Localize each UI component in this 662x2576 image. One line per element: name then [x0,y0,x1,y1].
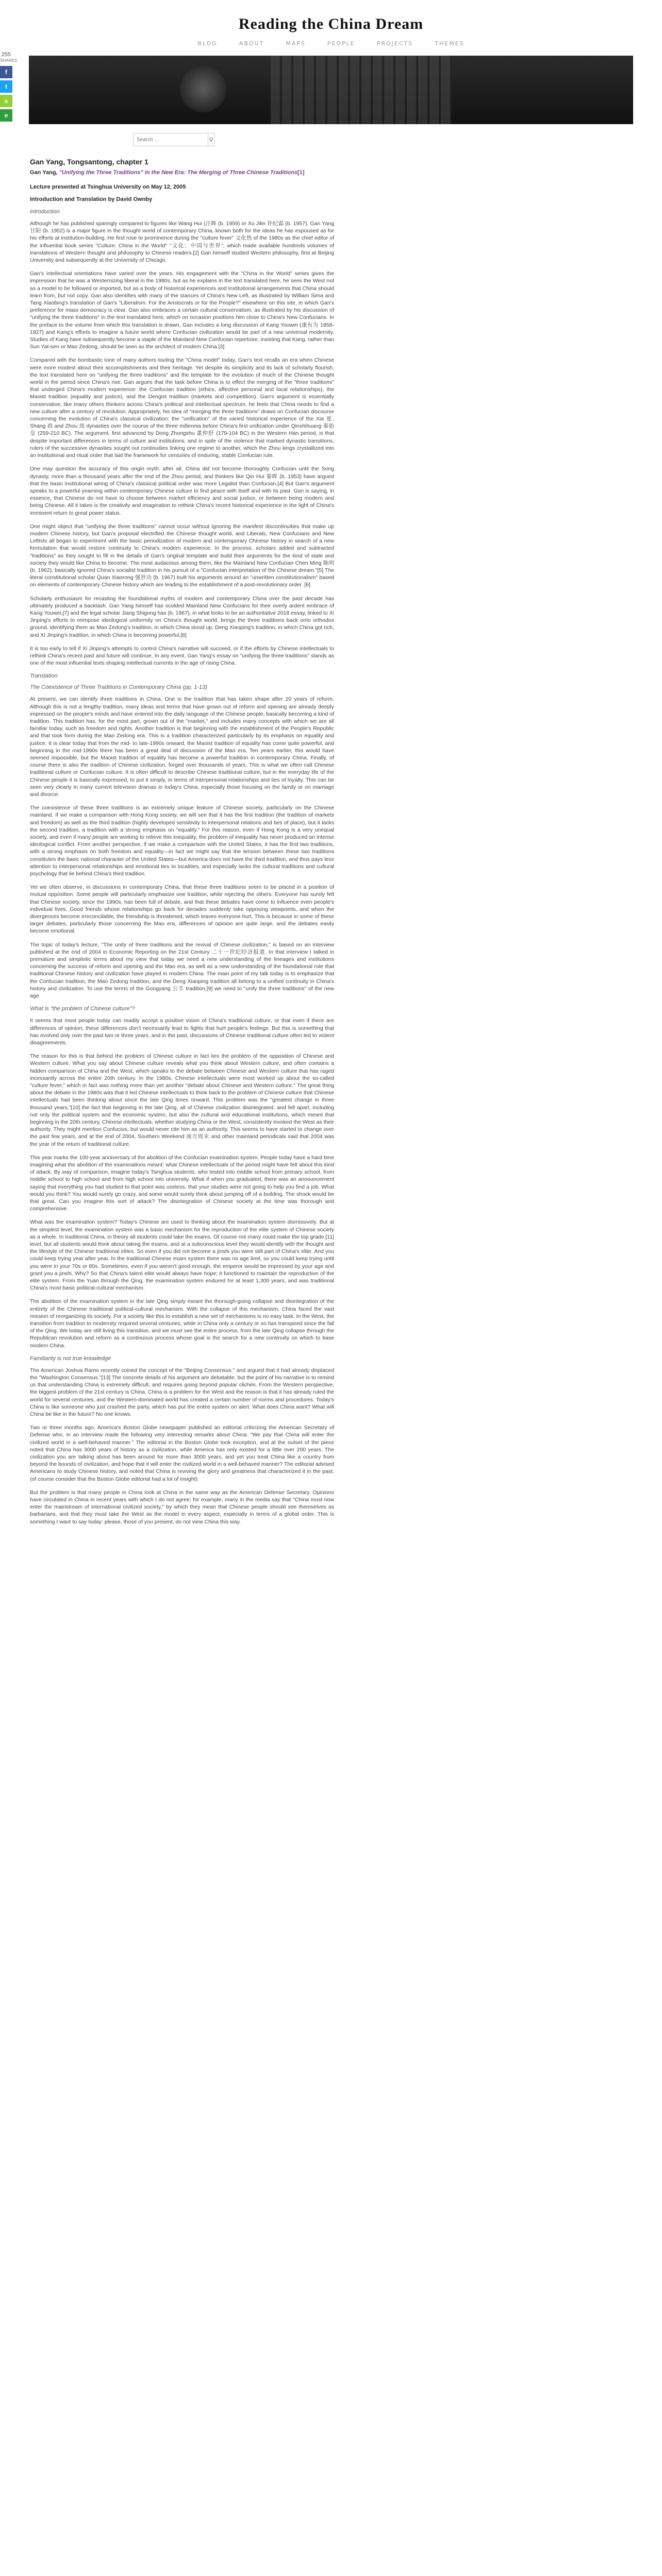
share-icon: s [4,97,8,105]
intro-paragraph: Compared with the bombastic tone of many authors touting the "China model" today, Gan's text recalls an era when Chinese were more modest about their accomplishments and their heritage. Yet despite its simplicity and its lack of scholarly flourish, the text translated here on "unifying the three traditions" and the template for the evolution of much of the Chinese thought world in the period since China's rise. Gan argues that the task before China is to effect the merging of the "three traditions" that undergird China's modern experience: the Confucian tradition (ethics, affective personal and local relationships), the Maoist tradition (equality and justice), and the Dengist tradition (markets and competition). Gan's argument is essentially conservative, like many others thinkers across China's political and intellectual spectrum, he feels that China needs to find a new culture after a century of revolution. Appropriately, his idea of "merging the three traditions" draws on Confucian discourse concerning the evolution of China's classical civilization: the "unification" of the varied historical experience of the Xia 夏, Shang 商 and Zhou 周 dynasties over the course of the three millennia before China's first unification under Qinshihuang 秦始皇 (259-210 BC). The argument, first advanced by Dong Zhongshu 董仲舒 (179-104 BC) in the Western Han period, is that despite important differences in terms of culture and institutions, and in spite of the violence that marked dynastic transitions, rulers of the successive dynasties sought out continuities linking one regime to another, which the Zhou kings crystallized into an institutional and ritual order that laid the framework for centuries of enduring, stable Confucian rule. [30,357,334,459]
sharethis-button[interactable] [0,95,12,107]
article [30,158,334,1532]
translation-paragraph: The abolition of the examination system in the late Qing simply meant the thorough-going collapse and disintegration of the entirety of the Chinese traditional political-cultural mechanism. With the collapse of this mechanism, China faced the vast mission of reorganizing its society. For a society like this to establish a new set of mechanisms is no easy task. In the West, the transition from tradition to modernity required several centuries, while in China only a century or so has transpired since the fall of the Qing. We today are still living this transition, and we must see the entire process, from the late Qing collapse through the Republican revolution and reform as a continuous process whose goal is the search for a new continuity on which to base modern China. [30,1298,334,1349]
nav-projects[interactable]: PROJECTS [376,40,413,47]
translation-paragraph: Two or three months ago, America's Boston Globe newspaper published an editorial criticizing the American Secretary of Defense who, in an interview made the following very interesting remarks about China: "We pay that China will enter the civilized world in a well-behaved manner." The editorial in the Boston Globe took exception, and at the outset of the piece noted that China has 3000 years of history as a civilization, while America has only existed for a little over 200 years. The civilization you are talking about has been around for more than 3000 years, and yet you treat China like a country from beyond the bounds of civilization, and hope that it will enter the civilized world in a well-behaved manner? The editorial advised Americans to study Chinese history, and noted that China is reviving the glory and greatness that characterized it in the past. (of course consider that the Boston Globe editorial had a lot of insight) [30,1425,334,1482]
share-rail [0,52,17,122]
post-subtitle [30,169,334,177]
intro-heading: Introduction and Translation by David Ownby [30,196,153,202]
post-title: Gan Yang, Tongsantong, chapter 1 [30,158,148,166]
nav-themes[interactable]: THEMES [435,40,465,47]
subtitle-title: "Unifying the Three Traditions" in the New Era: The Merging of Three Chinese Traditions [59,170,297,176]
lecture-info: Lecture presented at Tsinghua University on May 12, 2005 [30,184,186,190]
site-title[interactable]: Reading the China Dream [238,15,424,32]
translation-paragraph: The coexistence of these three traditions is an extremely unique feature of Chinese society, particularly on the Chinese mainland. If we make a comparison with Hong Kong society, we will see that it has the first tradition (the tradition of markets and freedom) as well as the third tradition (highly developed sensitivity to interpersonal relations and ties of place), but it lacks the second tradition, a tradition with a strong emphasis on "equality." For this reason, even if Hong Kong is a very unequal society, and even if many people are working to relieve this inequality, the problem of inequality has never produced an intense ideological conflict. From another perspective, if we make a comparison with the United States, it has the first two traditions, with a strong emphasis on both freedom and equality—in fact we might say that the tension between these two traditions constitutes the basic national character of the United States—but America does not have the third tradition, and thus pays less attention to interpersonal relationships and emotional ties to localities, and especially lacks the cultural traditions and cultural psychology that lie behind China's third tradition. [30,805,334,877]
subtitle-author: Gan Yang, [30,170,59,176]
facebook-share-button[interactable] [0,66,12,78]
intro-paragraph: One might object that "unifying the three traditions" cannot occur without ignoring the manifest discontinuities that make up modern Chinese history, but Gan's proposal electrified the Chinese thought world, and Liberals, New Confucians and New Leftists all began to experiment with the basic periodization of modern and contemporary Chinese history in search of a new formulation that would restore continuity to China's modern experience. In the process, scholars added and subtracted "traditions" as they sought to fill in the details of Gan's original template and build their arguments for the kind of state and society they would like China to become. The most audacious among them, like the Mainland New Confucian Chen Ming 陈明 (b. 1962), basically ignored China's socialist tradition in his pursuit of a "Confucian interpretation of the Chinese dream."[5] The literal constitutional scholar Quan Xiaorong 强世功 (b. 1967) built his arguments around an "unwritten constitutionalism" based on elements of contemporary Chinese history which are leading to the establishment of a post-revolutionary order. [6] [30,523,334,588]
footnote-link[interactable]: [1] [297,170,305,176]
intro-paragraph: It is too early to tell if Xi Jinping's attempts to control China's narrative will succeed, or if the efforts by Chinese intellectuals to rethink China's recent past and future will continue. In any event, Gan Yang's essay on "unifying the three traditions" stands as one of the most influential texts shaping intellectual currents in the age of rising China. [30,645,334,667]
intro-label: Introduction [30,209,60,215]
translation-paragraph: It seems that most people today can readily accept a positive vision of China's traditional culture, or that even if there are differences of opinion, these differences don't necessarily lead to fights that hurt people's feelings. But this is something that has evolved only over the past two or three years, and in the past, discussions of Chinese traditional culture often led to violent disagreements. [30,1018,334,1046]
share-count-value: 255 [1,52,11,58]
twitter-icon: t [5,83,7,90]
section-subheading: Familiarity is not true knowledge [30,1355,111,1362]
translation-paragraph: What was the examination system? Today's Chinese are used to thinking about the examination system dismissively. But at the simplest level, the examination system was a basic mechanism for the reproduction of the elite system of Chinese society as a whole. In traditional China, in theory all students could take the exams. Of course not many could make the top grade.[11] level, but all students would think about taking the exams, and at a subconscious level they would identify with the thought and the lifestyle of the Chinese traditional elites. So even if you did not become a jinshi you were still part of China's elite. And you could keep trying year after year. In the traditional Chinese exam system there was no age limit, so you could keep trying until you were in your 70s or 80s. Sometimes, even if you weren't good enough, the emperor would be impressed by your age and grant you a jinshi. Why? So that China's talent elite would always have hope; it functioned to maintain the reproduction of the elite system. From the Yuan through the Qing, the examination system endured for at least 1,300 years, and was traditional China's most basic political-cultural mechanism. [30,1219,334,1292]
facebook-icon: f [5,69,7,76]
intro-paragraph: Gan's intellectual orientations have varied over the years. His engagement with the "China in the World" series gives the impression that he was a Westernizing liberal in the 1980s, but as he explains in the text translated here, he sees the West not as a model to be followed or imported, but as a body of historical experiences and institutional arrangements that China should learn from, but not copy. Gan also identifies with many of the stances of China's New Left, as illustrated by William Sima and Tang Xiaobing's translation of Gan's "Liberalism: For the Aristocrats or for the People?" elsewhere on this site, in which Gan's preference for mass democracy is clear. Gan also embraces a certain cultural conservatism, as illustrated by his discussion of "unifying the three traditions" in the text translated here, which on occasion positions him close to China's New Confucians. In the preface to the volume from which this translation is drawn, Gan includes a long discussion of Kang Youwei (康有为 1858-1927) and Kang's efforts to imagine a future world where Confucian civilization would be part of a new universal modernity. Studies of Kang have subsequently become a staple of the Mainland New Confucian repertoire, insisting that Kang, rather than Sun Yat-sen or Mao Zedong, should be seen as the architect of modern China.[3] [30,270,334,350]
nav-blog[interactable]: BLOG [197,40,218,47]
translation-paragraph: But the problem is that many people in China look at China in the same way as the American Defense Secretary. Opinions have circulated in China in recent years with which I do not agree; for example, many in the media say that "China must now enter the mainstream of international civilized society," by which they mean that Chinese people should see themselves as barbarians, and that they must take the West as the model in every aspect, especially in terms of a global order. This is something I want to say today: please, those of you present, do not view China this way. [30,1489,334,1525]
nav-people[interactable]: PEOPLE [327,40,355,47]
intro-paragraph: One may question the accuracy of this origin myth: after all, China did not become thoroughly Confucian until the Song dynasty, more than a thousand years after the end of the Zhou period, and thinkers like Qin Hui 秦晖 (b. 1953) have argued that the basic institutional wiring of China's classical political order was more Legalist than Confucian.[4] But Gan's argument speaks to a powerful yearning within contemporary Chinese culture to find peace with itself and with its past. Gan is saying, in essence, that Chinese do not have to choose between market efficiency and social justice, or between being modern and being Chinese. All it takes is the creativity and imagination to rethink China's recent historical experience in the light of China's imminent return to great power status. [30,466,334,516]
search-input[interactable] [134,133,208,146]
section-subheading: What is "the problem of Chinese culture"? [30,1006,135,1012]
share-count-label: SHARES [0,58,17,63]
translation-paragraph: At present, we can identify three traditions in China. One is the tradition that has taken shape after 20 years of reform. Although this is not a lengthy tradition, many ideas and terms that have grown out of reform and opening are already deeply impressed on the people's minds and have entered into the daily language of the Chinese people, basically becoming a kind of tradition. This tradition has, for the most part, grown out of the "market," and includes many concepts with which we are all familiar today, such as freedom and rights. Another tradition is that beginning with the establishment of the People's Republic and that took form during the Mao Zedong era. This is a tradition characterized particularly by its emphasis on equality and justice. It is clear today that from the mid- to late-1990s onward, the Maoist tradition of equality has come quite powerful, and beginning in the mid-1990s there has been a great deal of discussion of the Mao era. Ten years earlier, this would have seemed impossible, but the Maoist tradition of equality has become a powerful tradition in contemporary China. Finally, of course there is also the tradition of Chinese civilization, forged over thousands of years. This is what we often call Chinese traditional culture or Confucian culture. It is often difficult to describe Chinese traditional culture, but in the everyday life of the Chinese people it is basically expressed, to put it simply, in terms of interpersonal relationships and ties of loyalty. This can be seen very clearly in many current television dramas in today's China, especially those focusing on the family or on marriage and divorce. [30,696,334,798]
main-nav [0,40,662,47]
hero-keyboard [271,56,452,124]
hero-image [29,56,633,124]
twitter-share-button[interactable] [0,80,12,93]
translation-paragraph: The topic of today's lecture, "The unity of three traditions and the revival of Chinese civilization," is based on an interview published at the end of 2004 in Economic Reporting on the 21st Century 二十一世纪经济报道. In that interview I talked in premature and simplistic terms about my view that today we need a new understanding of the lineages and institutions concerning the success of reform and opening and the Mao era, as well as a new understanding of the foundational role that traditional Chinese history and civilization have played in modern China. The main point of my talk today is to emphasize that the Confucian tradition, the Mao Zedong tradition, and the Deng Xiaoping tradition all belong to a unified continuity in China's history and civilization. To use the terms of the Gongyang 公羊 tradition,[9] we need to "unify the three traditions" of the new age. [30,941,334,999]
translation-label: Translation [30,673,58,680]
email-share-button[interactable] [0,109,12,122]
share-count [0,52,17,64]
search-icon: ⚲ [209,137,213,143]
hero-lamp [180,66,226,112]
intro-paragraph: Scholarly enthusiasm for recasting the foundational myths of modern and contemporary China over the past decade has ultimately produced a backlash. Gan Yang himself has scolded Mainland New Confucians for their overly ardent embrace of Kang Youwei,[7] and the legal scholar Jiang Shigong has (b. 1967), in what looks to be an authoritative 2018 essay, linked to Xi Jinping's efforts to reimpose ideological uniformity on China's thought world, brings the three traditions back onto orthodox ground, identifying them as Mao Zedong's tradition, in which China stood up, Deng Xiaoping's tradition, in which China got rich, and Xi Jinping's tradition, in which China is becoming powerful.[8] [30,595,334,638]
search-button[interactable] [208,133,214,146]
translation-paragraph: Yet we often observe, in discussions in contemporary China, that these three traditions seem to be placed in a position of mutual opposition. Some people will particularly emphasize one tradition, while rejecting the others. Everyone has surely felt that Chinese society, since the 1990s, has been full of debate, and that these debates have come to influence even people's individual lives. Good friends whose relationships go back for decades suddenly take opposing viewpoints, and when the divergences become irreconcilable, the friendship is threatened, which leaves everyone hurt. This is because in some of these larger debates, particularly those concerning the Mao era, differences of opinion are quite large, and the debates easily become emotional. [30,884,334,935]
search-box [133,133,214,146]
translation-paragraph: The American Joshua Ramo recently coined the concept of the "Beijing Consensus," and argued that it had already displaced the "Washington Consensus."[13] The concrete details of his argument are debatable, but the point of his narrative is to remind us that understanding China is extremely difficult, and requires going beyond popular clichés. From the Western perspective, the biggest problem of the 21st century is China. China is a problem for the West and the reason is that it has already ruled the world for several centuries, and the Western-dominated world has created a certain number of norms and procedures. Today's China is like someone who just crashed the party, which has put the entire system on alert. What does China want? What will China be like in the future? No one knows. [30,1367,334,1418]
email-icon: e [4,112,8,119]
translation-paragraph: The reason for this is that behind the problem of Chinese culture in fact lies the problem of the opposition of Chinese and Western culture. What you say about Chinese culture reveals what you think about Western culture, and often contains a hidden comparison of China and the West, which speaks to the debate between Chinese and Western culture that has raged incessantly across the entire 20th century. In the 1980s, Chinese intellectuals were most worked up about the so-called "culture fever," which in fact was nothing more than yet another "debate about Chinese and Western culture." The great thing about the debate in the 1980s was that it led Chinese intellectuals to think back to the problem of Chinese culture that Chinese intellectuals had been thinking about since the late Qing times onward. This problem was the "greatest change in three thousand years,"[10] the fact that beginning in the late Qing, all of Chinese civilization disintegrated, and fell apart, including not only the political system and the economic system, but also the cultural and educational institutions, which meant that beginning in the 20th century, Chinese intellectuals, whether studying China or the West, consistently invoked the West as their authority. They might mention Confucius, but would never cite him as an authority. This seems to have started to change over the past few years, and at the end of 2004, Southern Weekend 南方周末 and other mainland periodicals said that 2004 was the year of the return of traditional culture. [30,1053,334,1147]
nav-about[interactable]: ABOUT [239,40,264,47]
intro-paragraph: Although he has published sparingly compared to figures like Wang Hui (汪晖 (b. 1959) or Xu Jilin 许纪霖 (b. 1957), Gan Yang 甘阳 (b. 1952) is a major figure in the thought world of contemporary China, known both for the ideas he has espoused as for his efforts at institution-building. He first rose to prominence during the "culture fever" 文化热 of the 1980s as the chief editor of the influential book series "Culture: China in the World" "文化：中国与世界", which made available hundreds volumes of translations of Western thought and philosophy to Chinese readers.[2] Gan himself studied Western philosophy, first at Beijing University and subsequently at the University of Chicago. [30,221,334,264]
nav-maps[interactable]: MAPS [286,40,306,47]
translation-paragraph: This year marks the 100-year anniversary of the abolition of the Confucian examination system. People today have a hard time imagining what the abolition of the examinations meant: what Chinese intellectuals of the period might have felt about this kind of attack. By way of comparison, imagine today's Tsinghua students, who tested into middle school from primary school, from middle school to high school and from high school into university. What if when you graduated, there was an announcement saying that everything you had studied to that point was useless, that your studies were not going to help you find a job. What would you think? You would surely go crazy, and some would surely think about jumping off of a building. The shock would be that great. Can you imagine this sort of attack? The disintegration of Chinese society at the time was thorough and comprehensive. [30,1154,334,1212]
translation-heading: The Coexistence of Three Traditions in Contemporary China (pp. 1-13) [30,684,208,691]
